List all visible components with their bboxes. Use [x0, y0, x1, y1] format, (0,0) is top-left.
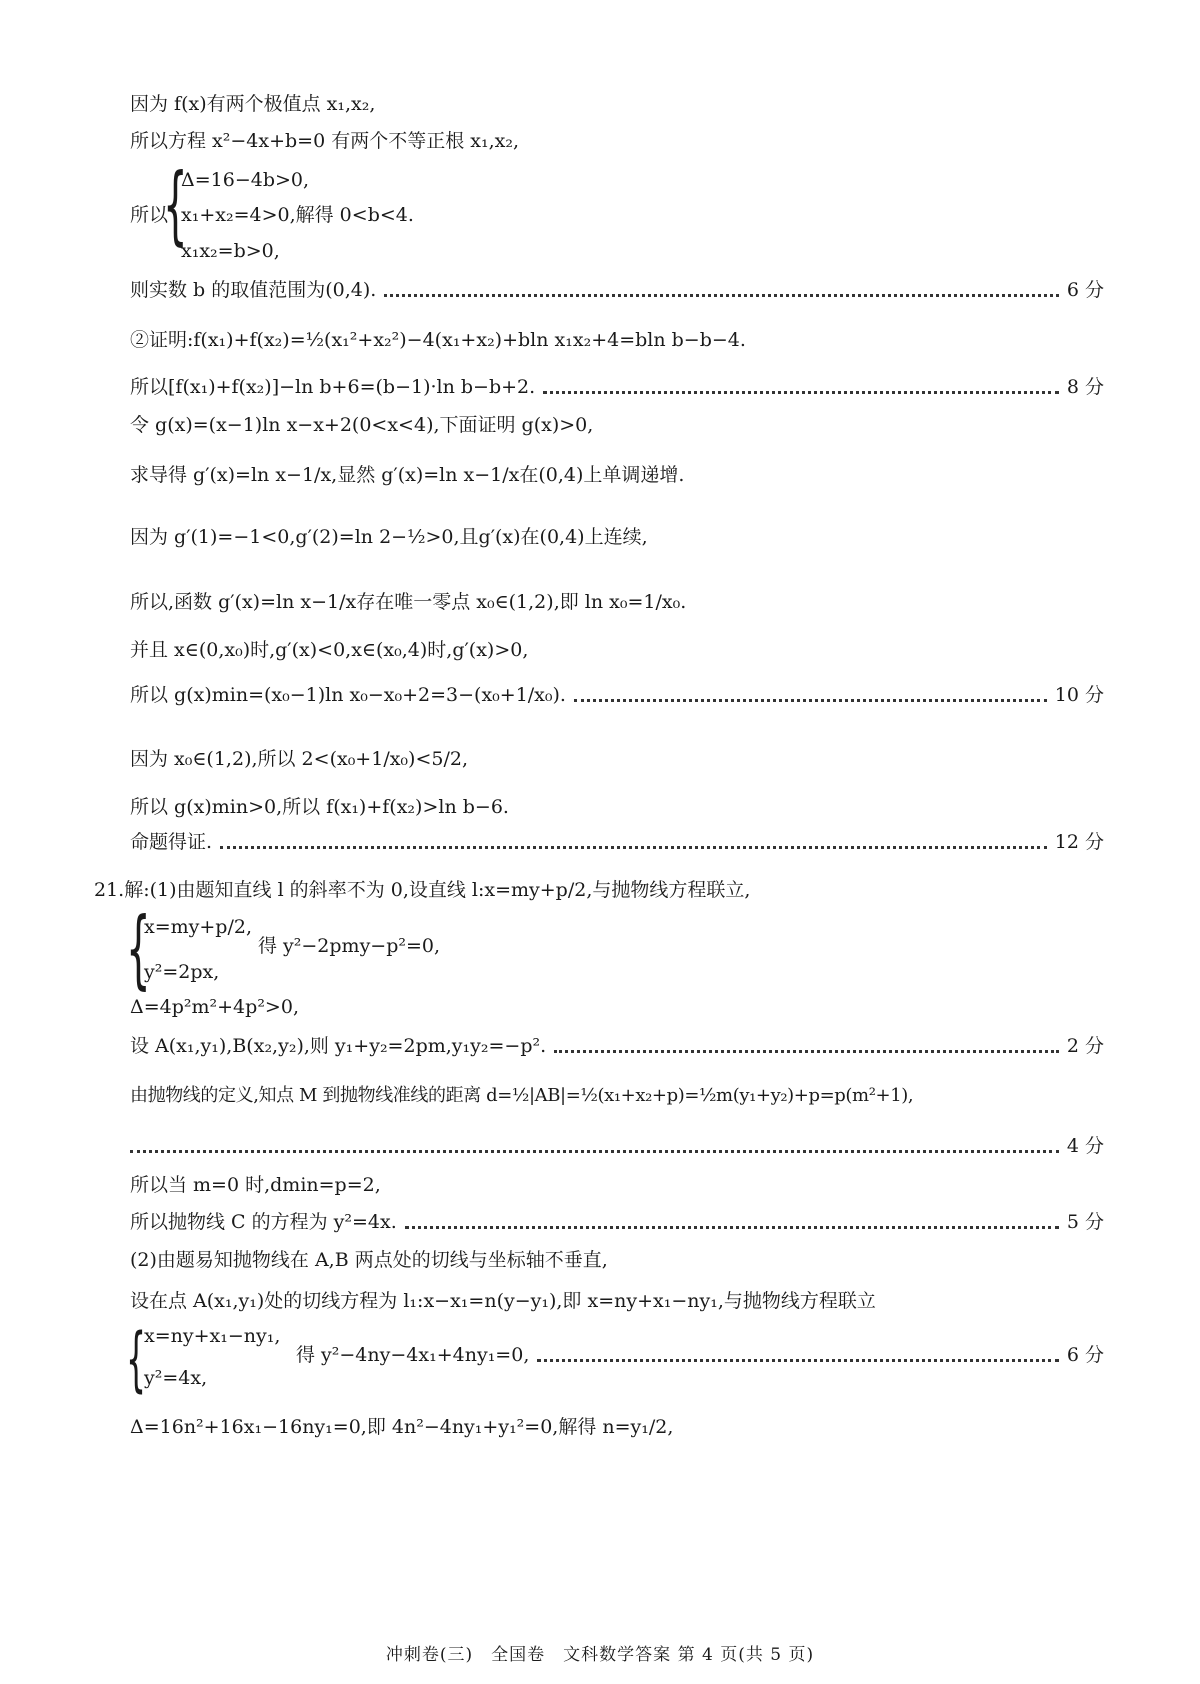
system-line: x=ny+x₁−ny₁,	[144, 1325, 281, 1347]
text-line: 因为 f(x)有两个极值点 x₁,x₂,	[130, 93, 376, 115]
text-line: 因为 g′(1)=−1<0,g′(2)=ln 2−½>0,且g′(x)在(0,4)上连续,	[130, 526, 648, 548]
text-line: 因为 x₀∈(1,2),所以 2<(x₀+1/x₀)<5/2,	[130, 748, 469, 770]
score-label: 2 分	[1066, 1035, 1104, 1057]
scored-line: 命题得证. 12 分	[130, 828, 1104, 856]
text-line: 所以 g(x)min>0,所以 f(x₁)+f(x₂)>ln b−6.	[130, 796, 509, 818]
text-line: 令 g(x)=(x−1)ln x−x+2(0<x<4),下面证明 g(x)>0,	[130, 414, 594, 436]
text-line: Δ=16n²+16x₁−16ny₁=0,即 4n²−4ny₁+y₁²=0,解得 n=y₁/2,	[130, 1416, 674, 1438]
score-label: 8 分	[1066, 376, 1104, 398]
score-label: 6 分	[1066, 279, 1104, 301]
left-brace: {	[126, 899, 151, 999]
system-line: y²=4x,	[144, 1367, 208, 1389]
left-brace: {	[163, 155, 188, 255]
text-line: 所以	[130, 204, 169, 226]
scored-line: 所以 g(x)min=(x₀−1)ln x₀−x₀+2=3−(x₀+1/x₀). 10 分	[130, 681, 1104, 709]
score-label: 6 分	[1066, 1344, 1104, 1366]
system-line: x₁+x₂=4>0,解得 0<b<4.	[181, 204, 414, 226]
text-line: ②证明:f(x₁)+f(x₂)=½(x₁²+x₂²)−4(x₁+x₂)+bln x₁x₂+4=bln b−b−4.	[130, 329, 746, 351]
text-line: Δ=4p²m²+4p²>0,	[130, 996, 299, 1018]
text-line: 并且 x∈(0,x₀)时,g′(x)<0,x∈(x₀,4)时,g′(x)>0,	[130, 639, 529, 661]
text-line: 所以,函数 g′(x)=ln x−1/x存在唯一零点 x₀∈(1,2),即 ln x₀=1/x₀.	[130, 591, 687, 613]
system-line: x=my+p/2,	[144, 916, 252, 938]
system-line: y²=2px,	[144, 961, 220, 983]
text-line: 所以当 m=0 时,dmin=p=2,	[130, 1174, 381, 1196]
text-line: 所以方程 x²−4x+b=0 有两个不等正根 x₁,x₂,	[130, 130, 520, 152]
system-line: x₁x₂=b>0,	[181, 240, 280, 262]
scored-line	[130, 1132, 1104, 1160]
scored-line: 设 A(x₁,y₁),B(x₂,y₂),则 y₁+y₂=2pm,y₁y₂=−p². 2 分	[130, 1032, 1104, 1060]
score-label: 5 分	[1066, 1211, 1104, 1233]
scored-line: 所以[f(x₁)+f(x₂)]−ln b+6=(b−1)·ln b−b+2. 8 分	[130, 373, 1104, 401]
page-footer: 冲刺卷(三) 全国卷 文科数学答案 第 4 页(共 5 页)	[385, 1645, 815, 1665]
scored-line: 则实数 b 的取值范围为(0,4). 6 分	[130, 276, 1104, 304]
text-line: 设在点 A(x₁,y₁)处的切线方程为 l₁:x−x₁=n(y−y₁),即 x=ny+x₁−ny₁,与抛物线方程联立	[130, 1290, 876, 1312]
score-label: 12 分	[1054, 831, 1104, 853]
score-label: 10 分	[1054, 684, 1104, 706]
text-line: 求导得 g′(x)=ln x−1/x,显然 g′(x)=ln x−1/x在(0,4)上单调递增.	[130, 464, 685, 486]
text-line: (2)由题易知抛物线在 A,B 两点处的切线与坐标轴不垂直,	[130, 1249, 608, 1271]
score-label: 4 分	[1066, 1135, 1104, 1157]
scored-line: 所以抛物线 C 的方程为 y²=4x. 5 分	[130, 1208, 1104, 1236]
system-line: 得 y²−2pmy−p²=0,	[258, 935, 441, 957]
system-line: Δ=16−4b>0,	[181, 169, 310, 191]
problem-21-line: 21.解:(1)由题知直线 l 的斜率不为 0,设直线 l:x=my+p/2,与抛物线方程联立,	[94, 879, 751, 901]
scored-line: 得 y²−4ny−4x₁+4ny₁=0, 6 分	[296, 1341, 1104, 1369]
text-line: 由抛物线的定义,知点 M 到抛物线准线的距离 d=½|AB|=½(x₁+x₂+p)=½m(y₁+y₂)+p=p(m²+1),	[130, 1085, 914, 1106]
left-brace: {	[126, 1318, 147, 1400]
